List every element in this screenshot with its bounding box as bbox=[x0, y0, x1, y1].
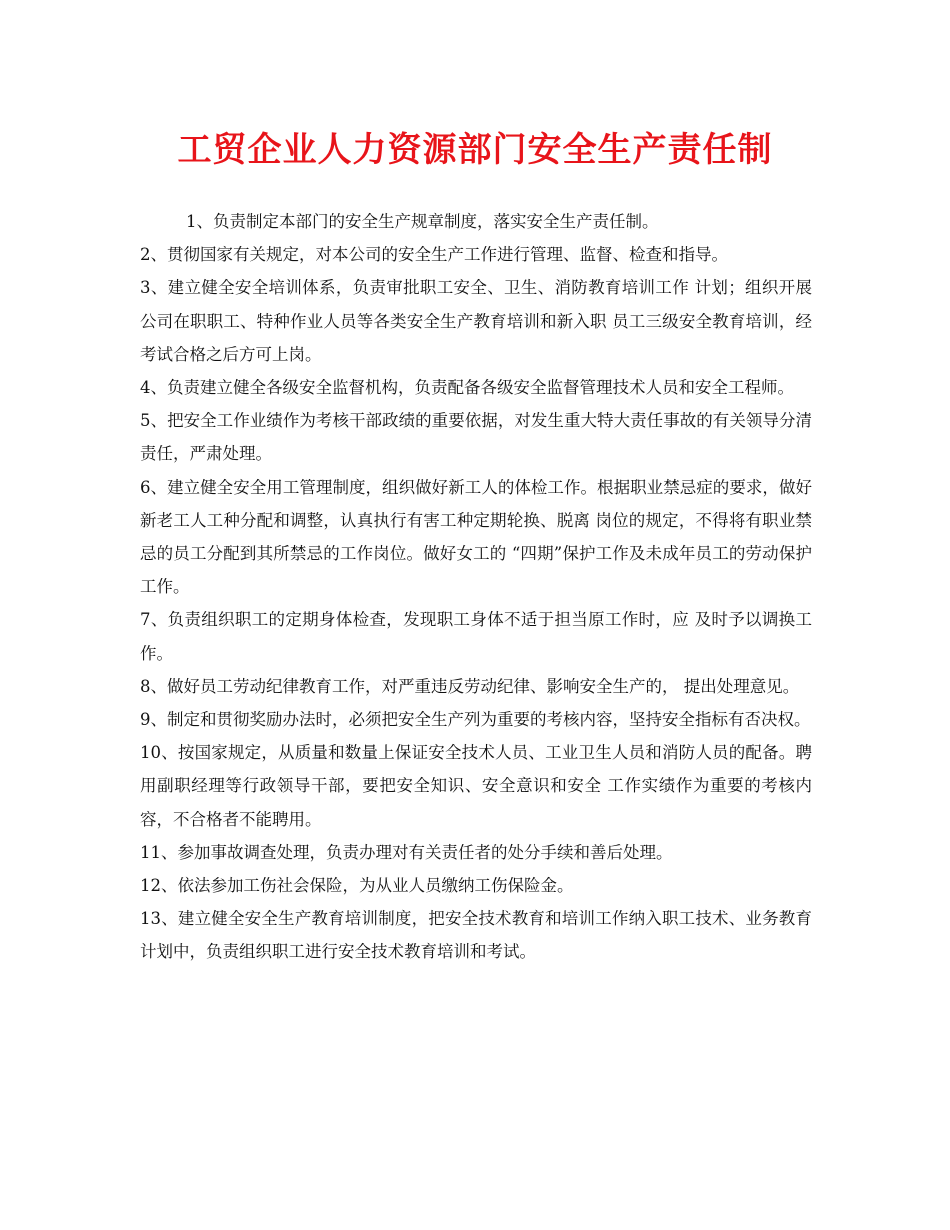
document-body bbox=[140, 205, 812, 969]
document-title: 工贸企业人力资源部门安全生产责任制 bbox=[177, 130, 773, 170]
clause-4: 4、负责建立健全各级安全监督机构，负责配备各级安全监督管理技术人员和安全工程师。 bbox=[140, 378, 794, 398]
clause-1: 1、负责制定本部门的安全生产规章制度，落实安全生产责任制。 bbox=[186, 212, 659, 231]
clause-13: 13、建立健全安全生产教育培训制度，把安全技术教育和培训工作纳入职工技术、业务教育计划中，负责组织职工进行安全技术教育培训和考试。 bbox=[140, 909, 812, 962]
clause-6: 6、建立健全安全用工管理制度，组织做好新工人的体检工作。根据职业禁忌症的要求，做好新老工人工种分配和调整，认真执行有害工种定期轮换、脱离 岗位的规定，不得将有职业禁忌的员工分配到其所禁忌的工作岗位。做好女工的 “四期”保护工作及未成年员工的劳动保护工作。 bbox=[140, 477, 812, 597]
clause-8: 8、做好员工劳动纪律教育工作，对严重违反劳动纪律、影响安全生产的， 提出处理意见。 bbox=[140, 676, 800, 696]
clause-5: 5、把安全工作业绩作为考核干部政绩的重要依据，对发生重大特大责任事故的有关领导分清责任，严肃处理。 bbox=[140, 411, 812, 464]
clause-12: 12、依法参加工伤社会保险，为从业人员缴纳工伤保险金。 bbox=[140, 876, 574, 896]
clause-7: 7、负责组织职工的定期身体检查，发现职工身体不适于担当原工作时，应 及时予以调换工作。 bbox=[140, 610, 812, 663]
clause-9: 9、制定和贯彻奖励办法时，必须把安全生产列为重要的考核内容，坚持安全指标有否决权。 bbox=[140, 710, 811, 730]
clause-2: 2、贯彻国家有关规定，对本公司的安全生产工作进行管理、监督、检查和指导。 bbox=[140, 245, 728, 265]
clause-11: 11、参加事故调查处理，负责办理对有关责任者的处分手续和善后处理。 bbox=[140, 842, 673, 862]
clause-3: 3、建立健全安全培训体系，负责审批职工安全、卫生、消防教育培训工作 计划；组织开展公司在职职工、特种作业人员等各类安全生产教育培训和新入职 员工三级安全教育培训，经考试合格之后方可上岗。 bbox=[140, 278, 812, 364]
clause-10: 10、按国家规定，从质量和数量上保证安全技术人员、工业卫生人员和消防人员的配备。聘用副职经理等行政领导干部，要把安全知识、安全意识和安全 工作实绩作为重要的考核内容，不合格者不能聘用。 bbox=[140, 743, 812, 829]
